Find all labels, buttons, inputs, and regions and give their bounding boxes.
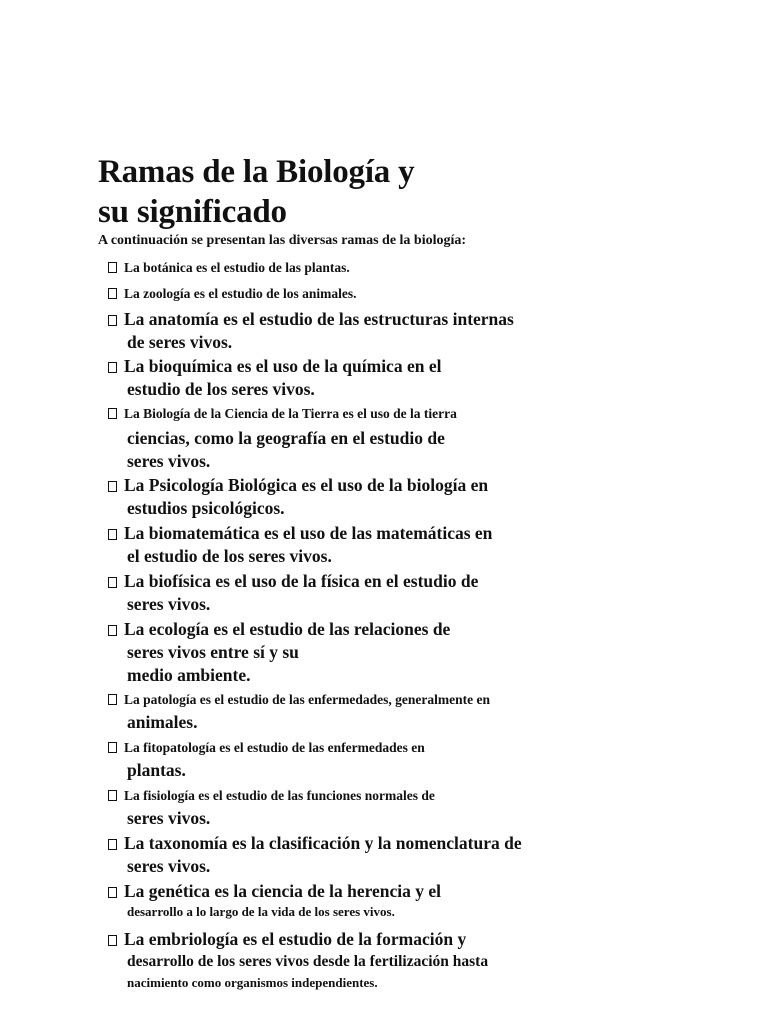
branch-item-genetica bbox=[108, 880, 441, 921]
branch-text-cont: estudios psicológicos. bbox=[127, 498, 285, 518]
checkbox-icon bbox=[108, 481, 117, 492]
branch-item-fisiologia bbox=[108, 786, 435, 830]
branch-item-psicologia bbox=[108, 474, 488, 520]
branch-text: La genética es la ciencia de la herencia y el bbox=[124, 881, 442, 901]
branch-text-cont: desarrollo a lo largo de la vida de los seres vivos. bbox=[127, 904, 395, 919]
intro-text: A continuación se presentan las diversas ramas de la biología: bbox=[98, 233, 467, 248]
branch-text: La ecología es el estudio de las relaciones de bbox=[124, 619, 451, 639]
checkbox-icon bbox=[108, 529, 117, 540]
branch-text-cont: estudio de los seres vivos. bbox=[127, 379, 315, 399]
branch-item-biofisica bbox=[108, 570, 478, 616]
branch-text: La Biología de la Ciencia de la Tierra es el uso de la tierra bbox=[124, 406, 457, 421]
branch-text-cont: plantas. bbox=[127, 760, 186, 780]
checkbox-icon bbox=[108, 839, 117, 850]
branch-text-cont: seres vivos. bbox=[127, 594, 211, 614]
branch-item-botanica bbox=[108, 258, 350, 278]
branch-item-ecologia bbox=[108, 618, 450, 687]
branch-text: La biofísica es el uso de la física en el estudio de bbox=[124, 571, 479, 591]
branch-text: La fitopatología es el estudio de las enfermedades en bbox=[124, 740, 425, 755]
branch-text: La biomatemática es el uso de las matemáticas en bbox=[124, 523, 493, 543]
branch-text-cont: desarrollo de los seres vivos desde la fertilización hasta bbox=[127, 953, 489, 970]
branch-item-fitopatologia bbox=[108, 738, 425, 782]
checkbox-icon bbox=[108, 577, 117, 588]
checkbox-icon bbox=[108, 887, 117, 898]
branch-text: La patología es el estudio de las enfermedades, generalmente en bbox=[124, 692, 490, 707]
checkbox-icon bbox=[108, 694, 117, 705]
branch-item-ciencia-tierra bbox=[108, 404, 457, 473]
page-title bbox=[98, 152, 518, 232]
checkbox-icon bbox=[108, 288, 117, 299]
branch-text: La botánica es el estudio de las plantas. bbox=[124, 260, 350, 275]
branch-item-zoologia bbox=[108, 284, 357, 304]
branch-text-cont: de seres vivos. bbox=[127, 332, 233, 352]
branch-text-cont: seres vivos. bbox=[127, 856, 211, 876]
branch-text-cont: animales. bbox=[127, 712, 198, 732]
branch-item-bioquimica bbox=[108, 355, 441, 401]
title-line-2: su significado bbox=[98, 194, 287, 230]
checkbox-icon bbox=[108, 742, 117, 753]
branch-item-embriologia bbox=[108, 928, 488, 993]
branch-text-cont: seres vivos entre sí y su bbox=[127, 642, 299, 662]
branch-item-anatomia bbox=[108, 308, 514, 354]
branch-text-cont: el estudio de los seres vivos. bbox=[127, 546, 332, 566]
checkbox-icon bbox=[108, 362, 117, 373]
checkbox-icon bbox=[108, 408, 117, 419]
branch-text-cont: ciencias, como la geografía en el estudio de bbox=[127, 428, 445, 448]
branch-text-cont: nacimiento como organismos independientes. bbox=[127, 975, 378, 990]
branch-item-taxonomia bbox=[108, 832, 522, 878]
branch-item-patologia bbox=[108, 690, 490, 734]
checkbox-icon bbox=[108, 625, 117, 636]
title-line-1: Ramas de la Biología y bbox=[98, 154, 415, 190]
checkbox-icon bbox=[108, 935, 117, 946]
branch-text: La taxonomía es la clasificación y la nomenclatura de bbox=[124, 833, 522, 853]
branch-text-cont: medio ambiente. bbox=[127, 665, 251, 685]
branch-text: La anatomía es el estudio de las estructuras internas bbox=[124, 309, 514, 329]
branch-item-biomatematica bbox=[108, 522, 492, 568]
branch-text: La bioquímica es el uso de la química en el bbox=[124, 356, 442, 376]
checkbox-icon bbox=[108, 790, 117, 801]
checkbox-icon bbox=[108, 315, 117, 326]
branch-text: La zoología es el estudio de los animales. bbox=[124, 286, 357, 301]
branch-text-cont: seres vivos. bbox=[127, 451, 211, 471]
branch-text: La fisiología es el estudio de las funciones normales de bbox=[124, 788, 435, 803]
branch-text: La Psicología Biológica es el uso de la biología en bbox=[124, 475, 489, 495]
branch-text-cont: seres vivos. bbox=[127, 808, 211, 828]
branch-text: La embriología es el estudio de la formación y bbox=[124, 929, 467, 949]
checkbox-icon bbox=[108, 262, 117, 273]
